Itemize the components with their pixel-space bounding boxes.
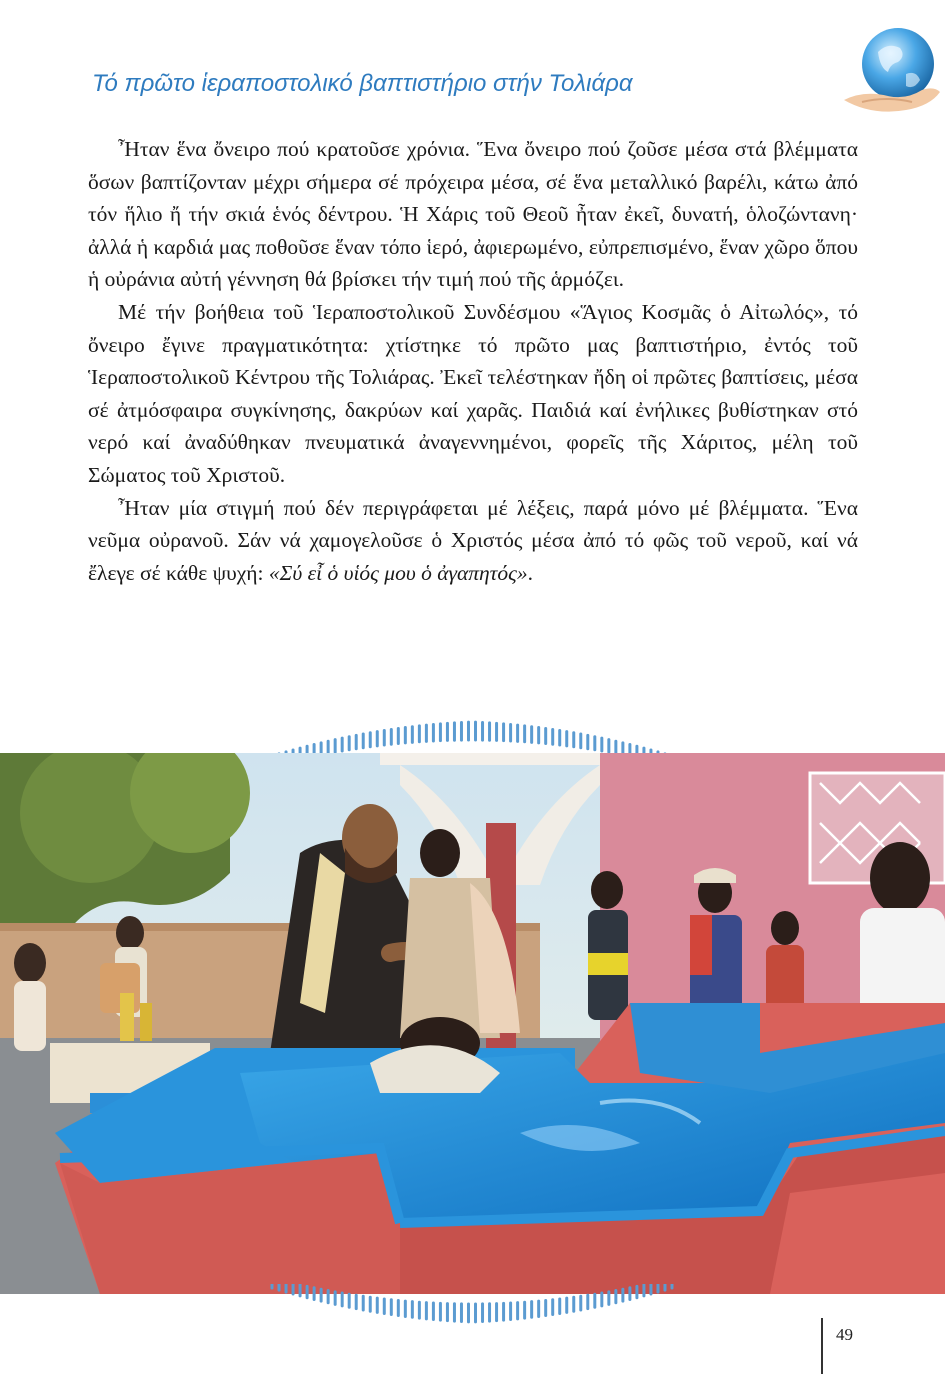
decorative-arc-top [262,700,682,760]
globe-in-hand-icon [836,22,945,120]
paragraph-text: Ἦταν μία στιγμή πού δέν περιγράφεται μέ λέξεις, παρά μόνο μέ βλέμματα. Ἕνα νεῦμα οὐρανοῦ. Σάν νά χαμογελοῦσε ὁ Χριστός μέσα ἀπό τό φῶς τοῦ νεροῦ, καί νά ἔλεγε σέ κάθε ψυχή: [88,495,858,585]
paragraph [88,492,858,590]
page-title: Τό πρῶτο ἱεραποστολικό βαπτιστήριο στήν Τολιάρα [92,70,633,97]
paragraph: Μέ τήν βοήθεια τοῦ Ἱεραποστολικοῦ Συνδέσμου «Ἅγιος Κοσμᾶς ὁ Αἰτωλός», τό ὄνειρο ἔγινε πραγματικότητα: χτίστηκε τό πρῶτο μας βαπτιστήριο, ἐντός τοῦ Ἱεραποστολικοῦ Κέντρου τῆς Τολιάρας. Ἐκεῖ τελέστηκαν ἤδη οἱ πρῶτες βαπτίσεις, μέσα σέ ἀτμόσφαιρα συγκίνησης, δακρύων καί χαρᾶς. Παιδιά καί ἐνήλικες βυθίστηκαν στό νερό καί ἀναδύθηκαν πνευματικά ἀναγεννημένοι, φορεῖς τῆς Χάριτος, μέλη τοῦ Σώματος τοῦ Χριστοῦ. [88,299,858,487]
decorative-arc-bottom [262,1284,682,1344]
paragraph: Ἦταν ἕνα ὄνειρο πού κρατοῦσε χρόνια. Ἕνα ὄνειρο πού ζοῦσε μέσα στά βλέμματα ὅσων βαπτίζονταν μέχρι σήμερα σέ πρόχειρα μέσα, σέ ἕνα μεταλλικό βαρέλι, κάτω ἀπό τόν ἥλιο ἤ τήν σκιά ἑνός δέντρου. Ἡ Χάρις τοῦ Θεοῦ ἦταν ἐκεῖ, δυνατή, ὁλοζώντανη· ἀλλά ἡ καρδιά μας ποθοῦσε ἕναν τόπο ἱερό, ἀφιερωμένο, εὐπρεπισμένο, ἕναν χῶρο ὅπου ἡ οὐράνια αὐτή γέννηση θά βρίσκει τήν τιμή πού τῆς ἁρμόζει. [88,137,858,292]
article-body [88,133,858,589]
page-number: 49 [836,1325,853,1344]
baptism-photo [0,753,945,1294]
paragraph-end: . [527,560,533,585]
scripture-quote: «Σύ εἶ ὁ υἱός μου ὁ ἀγαπητός» [268,560,528,585]
page-number-divider [821,1318,823,1374]
